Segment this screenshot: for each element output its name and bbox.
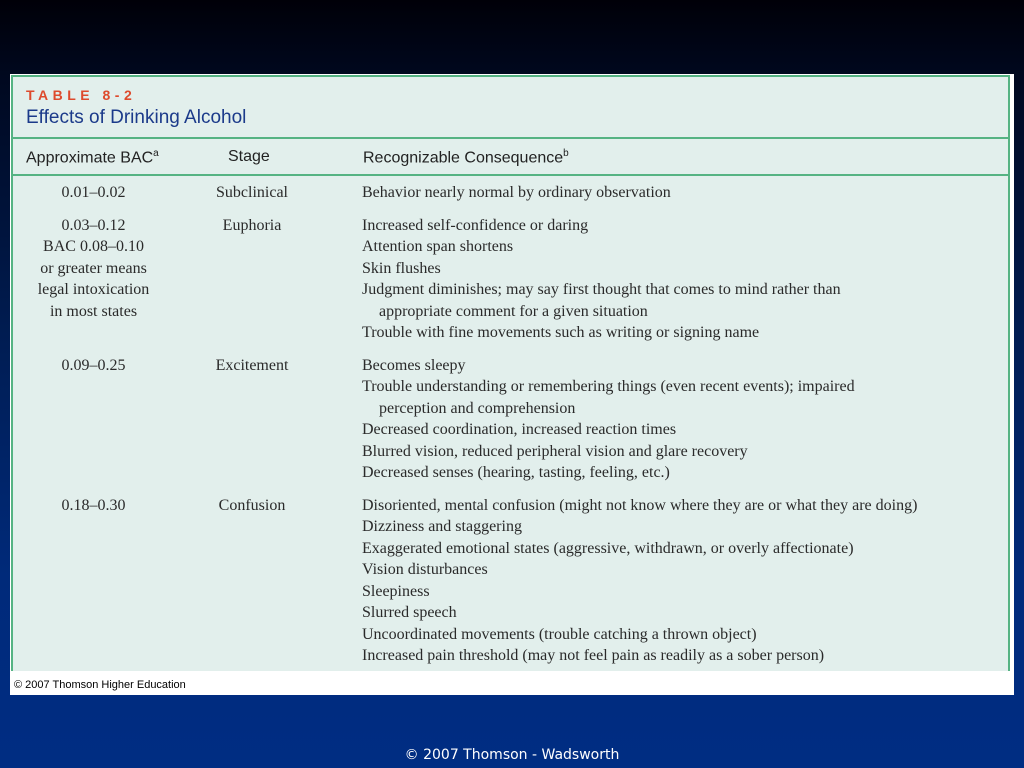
consequence-line: Vision disturbances bbox=[362, 561, 488, 578]
cell-consequences bbox=[330, 215, 1008, 344]
column-header-consequence bbox=[363, 148, 569, 167]
cell-stage: Excitement bbox=[215, 356, 289, 374]
consequence-line: perception and comprehension bbox=[379, 399, 576, 417]
bac-line: legal intoxication bbox=[37, 281, 150, 298]
slide-copyright: © 2007 Thomson - Wadsworth bbox=[404, 747, 620, 763]
consequence-line: Decreased coordination, increased reaction times bbox=[362, 421, 677, 438]
bac-line: 0.01–0.02 bbox=[61, 184, 126, 201]
cell-bac bbox=[13, 495, 174, 667]
consequence-line: Blurred vision, reduced peripheral vision and glare recovery bbox=[362, 442, 748, 460]
column-header-row bbox=[13, 139, 1008, 176]
image-credit: © 2007 Thomson Higher Education bbox=[14, 679, 186, 691]
consequence-line: Slurred speech bbox=[362, 604, 457, 621]
consequence-line: Increased pain threshold (may not feel pain as readily as a sober person) bbox=[362, 647, 825, 664]
bac-line: 0.03–0.12 bbox=[61, 216, 126, 234]
consequence-line: Decreased senses (hearing, tasting, feeling, etc.) bbox=[362, 464, 670, 481]
column-header-consequence-label: Recognizable Consequence bbox=[363, 149, 564, 167]
consequence-line: Exaggerated emotional states (aggressive, withdrawn, or overly affectionate) bbox=[362, 539, 854, 557]
cell-stage: Euphoria bbox=[222, 216, 282, 234]
cell-bac bbox=[13, 215, 174, 344]
consequence-line: Behavior nearly normal by ordinary observation bbox=[362, 184, 671, 201]
cell-bac bbox=[13, 355, 174, 484]
table-body bbox=[13, 182, 1008, 667]
consequence-line: Trouble with fine movements such as writing or signing name bbox=[362, 324, 760, 341]
consequence-line: appropriate comment for a given situation bbox=[379, 302, 648, 320]
consequence-line: Uncoordinated movements (trouble catching a thrown object) bbox=[362, 625, 757, 643]
consequence-line: Disoriented, mental confusion (might not know where they are or what they are doing) bbox=[362, 496, 918, 514]
bac-line: in most states bbox=[49, 302, 138, 320]
bac-line: BAC 0.08–0.10 bbox=[43, 238, 144, 255]
cell-consequences bbox=[330, 182, 1008, 204]
table-number: TABLE 8-2 bbox=[26, 87, 137, 103]
bac-line: 0.18–0.30 bbox=[61, 496, 126, 514]
footnote-marker: b bbox=[563, 148, 569, 159]
column-header-stage: Stage bbox=[228, 148, 270, 165]
consequence-line: Attention span shortens bbox=[362, 238, 514, 255]
table-row bbox=[13, 215, 1008, 344]
consequence-line: Dizziness and staggering bbox=[362, 518, 522, 535]
table-row bbox=[13, 355, 1008, 484]
table-title: Effects of Drinking Alcohol bbox=[26, 107, 247, 128]
cell-stage: Subclinical bbox=[216, 184, 288, 201]
bac-line: 0.09–0.25 bbox=[61, 356, 126, 374]
column-header-bac bbox=[26, 148, 159, 167]
data-table bbox=[11, 75, 1010, 671]
table-row bbox=[13, 182, 1008, 204]
column-header-bac-label: Approximate BAC bbox=[26, 149, 154, 167]
cell-consequences bbox=[330, 495, 1008, 667]
bac-line: or greater means bbox=[40, 259, 147, 277]
table-row bbox=[13, 495, 1008, 667]
consequence-line: Sleepiness bbox=[362, 582, 430, 600]
slide-image-frame bbox=[10, 74, 1014, 695]
consequence-line: Skin flushes bbox=[362, 259, 441, 277]
consequence-line: Judgment diminishes; may say first thought that comes to mind rather than bbox=[362, 281, 841, 298]
consequence-line: Becomes sleepy bbox=[362, 356, 466, 374]
cell-bac bbox=[13, 182, 174, 204]
consequence-line: Trouble understanding or remembering things (even recent events); impaired bbox=[362, 378, 855, 395]
consequence-line: Increased self-confidence or daring bbox=[362, 216, 589, 234]
table-header bbox=[13, 77, 1008, 139]
cell-consequences bbox=[330, 355, 1008, 484]
cell-stage: Confusion bbox=[218, 496, 286, 514]
footnote-marker: a bbox=[153, 148, 159, 159]
